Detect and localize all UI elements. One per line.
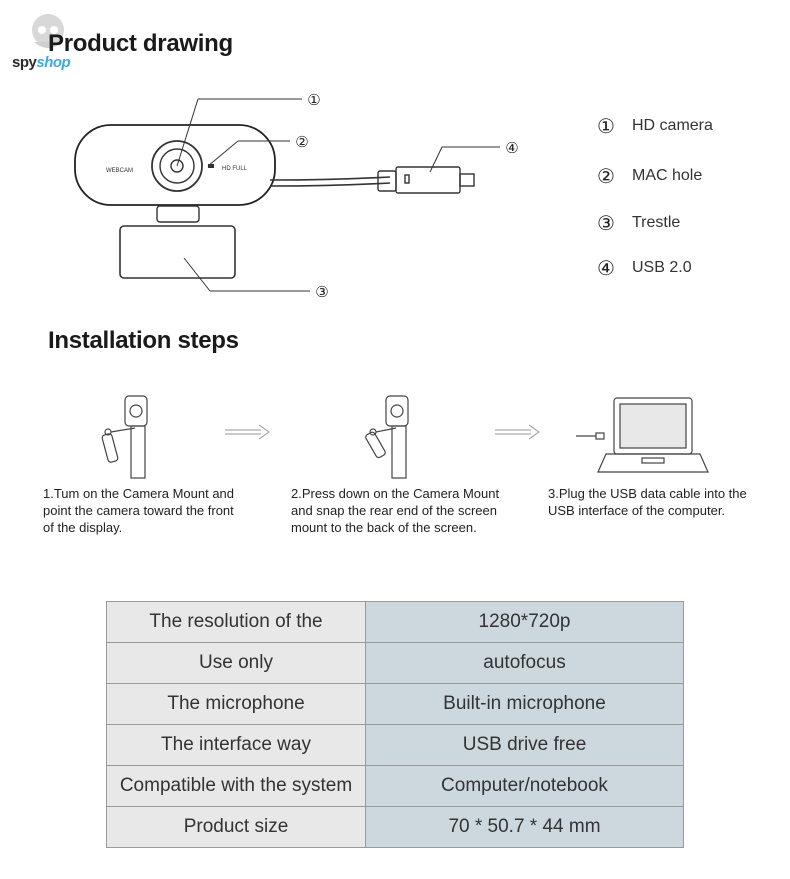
legend-label: USB 2.0 bbox=[632, 259, 692, 276]
spec-value: Built-in microphone bbox=[366, 684, 684, 725]
caption-line: 3.Plug the USB data cable into the bbox=[548, 486, 747, 501]
caption-line: of the display. bbox=[43, 520, 123, 535]
legend-number: ② bbox=[597, 165, 615, 188]
spec-value: autofocus bbox=[366, 643, 684, 684]
table-row bbox=[107, 684, 684, 725]
spec-value: 70 * 50.7 * 44 mm bbox=[366, 807, 684, 848]
legend-number: ④ bbox=[597, 257, 615, 280]
trestle bbox=[120, 226, 235, 278]
camera-neck bbox=[157, 206, 199, 222]
spec-value: 1280*720p bbox=[366, 602, 684, 643]
table-row bbox=[107, 643, 684, 684]
callout-1: ① bbox=[307, 91, 321, 109]
legend-number: ① bbox=[597, 115, 615, 138]
callout-3: ③ bbox=[315, 283, 329, 301]
spec-key: Compatible with the system bbox=[107, 766, 366, 807]
legend-item bbox=[592, 209, 680, 237]
step-1-caption bbox=[43, 485, 273, 536]
brand-part-1: spy bbox=[12, 54, 37, 71]
spec-key: The interface way bbox=[107, 725, 366, 766]
webcam-label: WEBCAM bbox=[106, 168, 133, 174]
table-row bbox=[107, 766, 684, 807]
brand-part-2: shop bbox=[36, 54, 71, 71]
caption-line: USB interface of the computer. bbox=[548, 503, 726, 518]
specifications-table bbox=[106, 601, 684, 848]
spec-key: The microphone bbox=[107, 684, 366, 725]
caption-line: and snap the rear end of the screen bbox=[291, 503, 497, 518]
spec-value: Computer/notebook bbox=[366, 766, 684, 807]
spec-key: Use only bbox=[107, 643, 366, 684]
callout-2: ② bbox=[295, 133, 309, 151]
legend-number: ③ bbox=[597, 212, 615, 235]
spec-key: Product size bbox=[107, 807, 366, 848]
step-3-illustration bbox=[570, 392, 750, 482]
spec-key: The resolution of the bbox=[107, 602, 366, 643]
usb-cable bbox=[270, 177, 390, 180]
legend-label: Trestle bbox=[632, 214, 681, 231]
caption-line: 2.Press down on the Camera Mount bbox=[291, 486, 500, 501]
step-2-caption bbox=[291, 485, 521, 536]
caption-line: 1.Tum on the Camera Mount and bbox=[43, 486, 235, 501]
table-row bbox=[107, 725, 684, 766]
legend-item bbox=[592, 162, 702, 190]
caption-line: mount to the back of the screen. bbox=[291, 520, 477, 535]
table-row bbox=[107, 807, 684, 848]
installation-steps-heading: Installation steps bbox=[48, 327, 239, 354]
legend-label: HD camera bbox=[632, 117, 713, 134]
product-drawing-heading: Product drawing bbox=[48, 30, 233, 57]
legend-item bbox=[592, 112, 713, 140]
callout-4: ④ bbox=[505, 139, 519, 157]
product-drawing bbox=[60, 80, 540, 310]
legend-item bbox=[592, 254, 692, 282]
spec-value: USB drive free bbox=[366, 725, 684, 766]
caption-line: point the camera toward the front bbox=[43, 503, 234, 518]
usb-plug bbox=[378, 171, 396, 191]
step-3-caption bbox=[548, 485, 778, 519]
hd-full-label: HD FULL bbox=[222, 166, 248, 172]
arrow-right-icon bbox=[223, 422, 273, 442]
legend-label: MAC hole bbox=[632, 167, 703, 184]
arrow-right-icon bbox=[493, 422, 543, 442]
table-row bbox=[107, 602, 684, 643]
